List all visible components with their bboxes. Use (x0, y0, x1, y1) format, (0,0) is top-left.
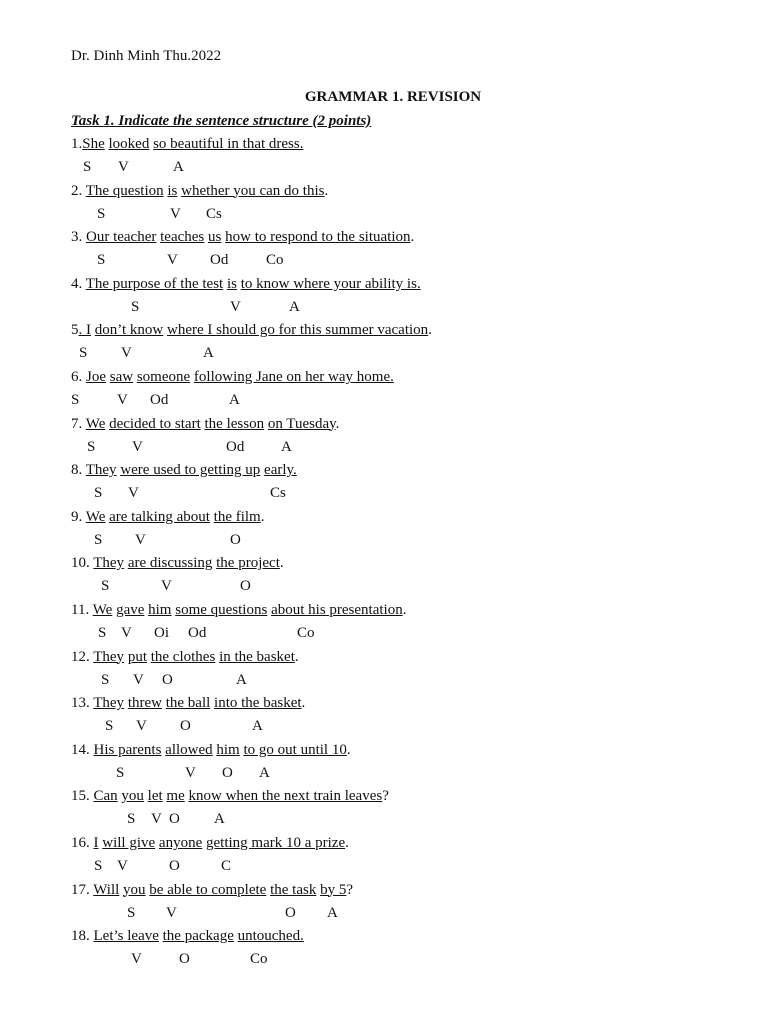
structure-label: S (71, 391, 80, 408)
sentence-constituent: you (123, 881, 146, 898)
structure-label: S (94, 531, 103, 548)
structure-labels (71, 671, 751, 694)
structure-labels (71, 577, 751, 600)
sentence-text-fragment: . (402, 601, 407, 618)
sentence-text-fragment: 3. (71, 229, 86, 246)
structure-label: V (133, 671, 144, 688)
structure-label: Od (226, 438, 245, 455)
sentence-text-fragment: . (346, 741, 351, 758)
sentence-constituent: decided to start (109, 415, 201, 432)
structure-label: A (229, 391, 240, 408)
sentence-text (71, 508, 751, 531)
sentence-text-fragment: . (335, 415, 340, 432)
structure-label: O (180, 718, 191, 735)
sentence-constituent: allowed (165, 741, 213, 758)
sentence-constituent: know when the next train leaves (188, 788, 383, 805)
sentence-constituent: by 5 (320, 881, 347, 898)
structure-label: S (94, 857, 103, 874)
structure-label: A (203, 345, 214, 362)
sentence-constituent: His parents (93, 741, 162, 758)
structure-label: V (170, 205, 181, 222)
structure-label: O (240, 578, 251, 595)
sentence-constituent: in the basket (219, 648, 295, 665)
sentence-constituent: to know where your ability is. (240, 275, 421, 292)
structure-label: V (121, 345, 132, 362)
sentence-item (71, 694, 751, 741)
sentence-item (71, 741, 751, 788)
structure-label: S (127, 811, 136, 828)
sentence-constituent: were used to getting up (120, 462, 261, 479)
sentence-text-fragment: 4. (71, 275, 86, 292)
structure-label: A (327, 904, 338, 921)
sentence-constituent: They (93, 695, 125, 712)
structure-label: A (252, 718, 263, 735)
structure-labels (71, 344, 751, 367)
structure-label: S (97, 205, 106, 222)
sentence-text (71, 275, 751, 298)
sentence-constituent: the task (270, 881, 317, 898)
structure-label: Co (297, 624, 315, 641)
sentence-constituent: the lesson (204, 415, 265, 432)
sentence-item (71, 554, 751, 601)
sentence-constituent: . I (78, 322, 91, 339)
sentence-constituent: We (85, 508, 106, 525)
sentence-text-fragment: 8. (71, 462, 86, 479)
structure-labels (71, 950, 751, 973)
sentence-constituent: me (166, 788, 185, 805)
structure-label: V (230, 298, 241, 315)
structure-label: O (230, 531, 241, 548)
structure-label: V (117, 391, 128, 408)
sentence-constituent: the clothes (150, 648, 216, 665)
sentence-constituent: are talking about (109, 508, 210, 525)
sentence-text-fragment: 11. (71, 601, 93, 618)
sentence-constituent: We (85, 415, 106, 432)
sentence-text (71, 415, 751, 438)
structure-label: Od (210, 252, 229, 269)
structure-label: C (221, 857, 232, 874)
structure-label: S (101, 578, 110, 595)
sentence-text (71, 787, 751, 810)
structure-label: A (236, 671, 247, 688)
sentence-constituent: They (85, 462, 117, 479)
structure-label: S (87, 438, 96, 455)
sentence-text (71, 927, 751, 950)
sentence-text (71, 461, 751, 484)
structure-label: V (166, 904, 177, 921)
sentence-text (71, 368, 751, 391)
sentence-item (71, 368, 751, 415)
sentence-constituent: gave (116, 601, 145, 618)
sentence-constituent: on Tuesday (267, 415, 336, 432)
sentence-text-fragment: . (301, 695, 306, 712)
sentence-constituent: the project (216, 555, 280, 572)
sentence-constituent: The question (85, 182, 164, 199)
structure-labels (71, 205, 751, 228)
sentence-constituent: let (147, 788, 163, 805)
sentence-constituent: the package (162, 928, 234, 945)
sentence-text-fragment: 9. (71, 508, 86, 525)
structure-label: S (127, 904, 136, 921)
sentence-constituent: They (93, 648, 125, 665)
sentence-constituent: some questions (175, 601, 268, 618)
sentence-constituent: untouched. (237, 928, 304, 945)
structure-label: Co (250, 951, 268, 968)
sentence-item (71, 182, 751, 229)
structure-label: O (169, 811, 180, 828)
page-title: GRAMMAR 1. REVISION (304, 89, 482, 105)
structure-label: Cs (206, 205, 222, 222)
sentence-text-fragment: 15. (71, 788, 94, 805)
sentence-text-fragment: . (324, 182, 329, 199)
sentence-constituent: Our teacher (86, 229, 157, 246)
sentence-text-fragment: 14. (71, 741, 94, 758)
sentence-text (71, 601, 751, 624)
sentence-text (71, 881, 751, 904)
structure-label: S (98, 624, 107, 641)
structure-label: S (105, 718, 114, 735)
structure-label: A (289, 298, 300, 315)
sentence-text-fragment: . (260, 508, 265, 525)
sentence-text (71, 228, 751, 251)
sentence-constituent: is (167, 182, 178, 199)
structure-label: S (131, 298, 140, 315)
structure-label: V (167, 252, 178, 269)
sentence-item (71, 927, 751, 974)
structure-labels (71, 298, 751, 321)
sentence-constituent: be able to complete (149, 881, 267, 898)
sentence-text (71, 648, 751, 671)
structure-labels (71, 251, 751, 274)
structure-label: V (131, 951, 142, 968)
sentence-item (71, 275, 751, 322)
sentence-item (71, 601, 751, 648)
sentence-text-fragment: 5 (71, 322, 79, 339)
sentence-text-fragment: . (410, 229, 415, 246)
structure-label: S (79, 345, 88, 362)
structure-label: O (162, 671, 173, 688)
structure-labels (71, 531, 751, 554)
sentence-constituent: getting mark 10 a prize (206, 834, 346, 851)
structure-label: O (179, 951, 190, 968)
structure-label: V (161, 578, 172, 595)
sentence-item (71, 415, 751, 462)
sentence-text-fragment: 1. (71, 136, 83, 152)
sentence-constituent: to go out until 10 (243, 741, 347, 758)
structure-labels (71, 484, 751, 507)
sentence-constituent: Let’s leave (93, 928, 159, 945)
structure-label: V (121, 624, 132, 641)
structure-label: Cs (270, 485, 286, 502)
sentence-item (71, 787, 751, 834)
structure-label: V (185, 764, 196, 781)
sentence-text-fragment: ? (346, 881, 354, 898)
sentence-text-fragment: . (279, 555, 284, 572)
sentence-text (71, 554, 751, 577)
sentence-constituent: you (121, 788, 144, 805)
structure-label: V (118, 159, 129, 175)
sentence-item (71, 834, 751, 881)
sentence-item (71, 648, 751, 695)
structure-label: O (222, 764, 233, 781)
sentence-text-fragment: 7. (71, 415, 86, 432)
structure-labels (71, 624, 751, 647)
structure-label: Oi (154, 624, 169, 641)
sentence-constituent: into the basket (214, 695, 302, 712)
sentence-constituent: how to respond to the situation (225, 229, 411, 246)
sentence-item (71, 508, 751, 555)
sentence-text-fragment: 10. (71, 555, 94, 572)
sentence-constituent: him (148, 601, 172, 618)
sentence-constituent: looked (108, 136, 150, 152)
structure-label: V (151, 811, 162, 828)
structure-labels (71, 857, 751, 880)
structure-labels (71, 438, 751, 461)
structure-label: V (135, 531, 146, 548)
sentence-constituent: I (93, 834, 99, 851)
structure-label: Od (150, 391, 169, 408)
sentence-item (71, 321, 751, 368)
sentence-text-fragment: 6. (71, 368, 86, 385)
structure-labels (71, 717, 751, 740)
structure-label: S (101, 671, 110, 688)
sentence-constituent: following Jane on her way home. (193, 368, 394, 385)
structure-labels (71, 158, 751, 181)
sentence-text (71, 834, 751, 857)
structure-labels (71, 810, 751, 833)
sentence-constituent: don’t know (94, 322, 164, 339)
structure-label: S (83, 159, 92, 175)
structure-label: V (132, 438, 143, 455)
sentence-constituent: We (92, 601, 113, 618)
task-heading: Task 1. Indicate the sentence structure (2 points) (71, 113, 372, 129)
sentence-constituent: threw (127, 695, 162, 712)
structure-label: S (94, 485, 103, 502)
structure-label: Od (188, 624, 207, 641)
sentence-constituent: will give (102, 834, 156, 851)
sentence-text-fragment: . (428, 322, 432, 339)
sentence-text-fragment: ? (382, 788, 389, 805)
sentence-constituent: anyone (158, 834, 203, 851)
author-line: Dr. Dinh Minh Thu.2022 (71, 48, 222, 64)
sentence-constituent: are discussing (127, 555, 213, 572)
sentence-constituent: whether you can do this (181, 182, 325, 199)
structure-label: A (281, 438, 292, 455)
sentence-constituent: teaches (160, 229, 205, 246)
sentence-constituent: early. (264, 462, 297, 479)
structure-label: O (285, 904, 296, 921)
structure-label: Co (266, 252, 284, 269)
sentence-text (71, 321, 751, 344)
sentence-constituent: is (226, 275, 237, 292)
sentence-text-fragment: . (294, 648, 299, 665)
sentence-constituent: Will (93, 881, 120, 898)
sentence-constituent: put (127, 648, 147, 665)
structure-label: V (136, 718, 147, 735)
structure-label: O (169, 857, 180, 874)
sentence-text-fragment: 2. (71, 182, 86, 199)
structure-label: A (173, 159, 184, 175)
sentence-text-fragment: 18. (71, 928, 94, 945)
sentence-item (71, 461, 751, 508)
sentence-text-fragment: 17. (71, 881, 94, 898)
sentence-item (71, 228, 751, 275)
structure-label: S (97, 252, 106, 269)
sentence-constituent: him (216, 741, 240, 758)
sentence-list (71, 135, 751, 974)
sentence-constituent: She (82, 136, 105, 152)
structure-label: S (116, 764, 125, 781)
structure-label: A (259, 764, 270, 781)
sentence-constituent: us (208, 229, 222, 246)
sentence-constituent: someone (136, 368, 191, 385)
sentence-text (71, 182, 751, 205)
sentence-constituent: They (93, 555, 125, 572)
structure-label: A (214, 811, 225, 828)
structure-labels (71, 391, 751, 414)
sentence-constituent: so beautiful in that dress. (153, 136, 304, 152)
sentence-constituent: about his presentation (271, 601, 403, 618)
sentence-item (71, 881, 751, 928)
sentence-text-fragment: 13. (71, 695, 94, 712)
sentence-constituent: Can (93, 788, 118, 805)
sentence-text-fragment: 12. (71, 648, 94, 665)
sentence-text-fragment: 16. (71, 834, 94, 851)
sentence-text-fragment: . (345, 834, 349, 851)
sentence-text (71, 135, 751, 158)
sentence-constituent: the ball (165, 695, 211, 712)
sentence-constituent: The purpose of the test (85, 275, 224, 292)
sentence-item (71, 135, 751, 182)
structure-label: V (117, 857, 128, 874)
sentence-text (71, 741, 751, 764)
sentence-constituent: where I should go for this summer vacation (166, 322, 429, 339)
sentence-text (71, 694, 751, 717)
structure-labels (71, 764, 751, 787)
structure-labels (71, 904, 751, 927)
sentence-constituent: Joe (86, 368, 106, 385)
sentence-constituent: saw (109, 368, 134, 385)
sentence-constituent: the film (213, 508, 261, 525)
structure-label: V (128, 485, 139, 502)
